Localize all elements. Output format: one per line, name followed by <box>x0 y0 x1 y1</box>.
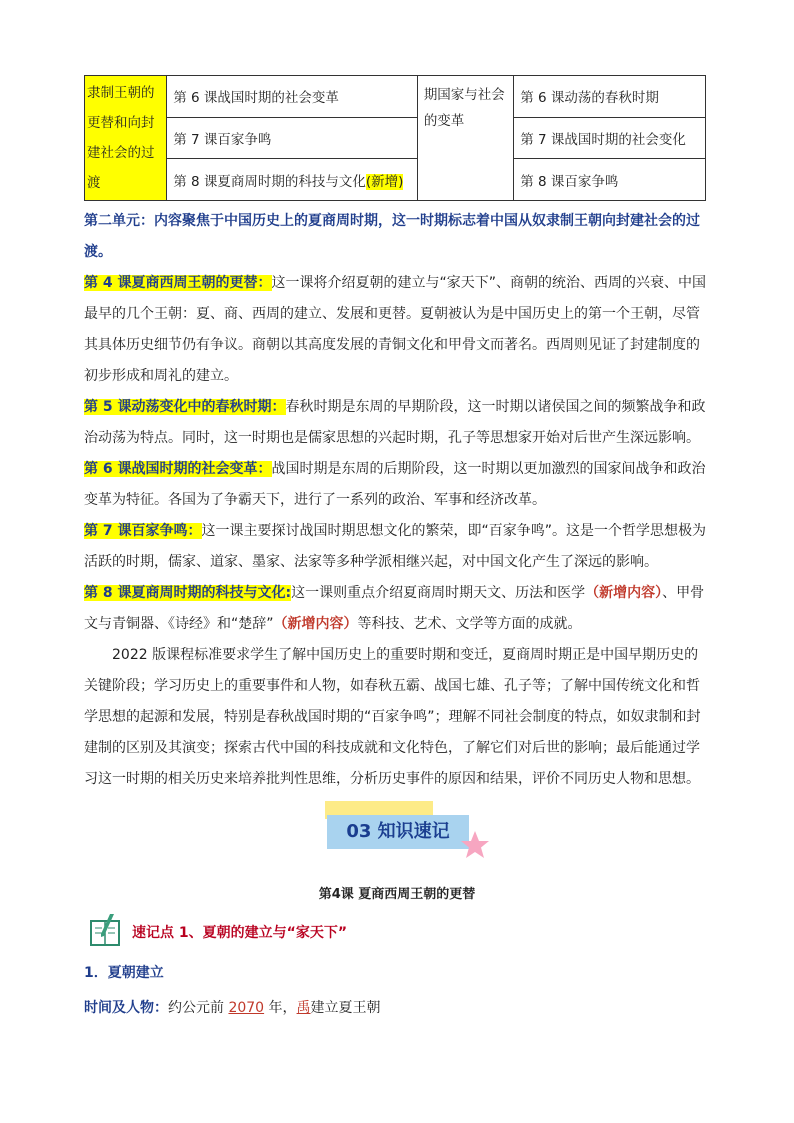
lesson5-text: 春秋时期是东周的早期阶段，这一时期以诸侯国之间的频繁战争和政治动荡为特点。同时，这一时期也是儒家思想的兴起时期，孔子等思想家开始对后世产生深远影响。 <box>84 399 706 446</box>
old-lesson-cell: 第 6 课动荡的春秋时期 <box>514 76 706 118</box>
unit-name-cell <box>85 76 167 201</box>
old-lesson-cell: 第 7 课战国时期的社会变化 <box>514 117 706 159</box>
lesson4-text: 这一课将介绍夏朝的建立与“家天下”、商朝的统治、西周的兴衰、中国最早的几个王朝：夏、商、西周的建立、发展和更替。夏朝被认为是中国历史上的第一个王朝，尽管其具体历史细节仍有争议。商朝以其高度发展的青铜文化和甲骨文而著名。西周则见证了封建制度的初步形成和周礼的建立。 <box>84 275 707 384</box>
lesson8-text-c: 等科技、艺术、文学等方面的成就。 <box>357 616 582 632</box>
fact-pre: 约公元前 <box>168 1000 229 1016</box>
fact-person: 禹 <box>296 1000 311 1016</box>
lesson5-key: 第 5 课动荡变化中的春秋时期： <box>84 399 286 415</box>
old-unit-cell: 期国家与社会的变革 <box>417 76 513 201</box>
lesson8-paragraph <box>84 578 712 640</box>
new-content-tag: （新增内容） <box>273 616 358 632</box>
lesson4-paragraph <box>84 268 712 392</box>
lesson4-key: 第 4 课夏商西周王朝的更替： <box>84 275 272 291</box>
lesson5-paragraph <box>84 392 712 454</box>
fact-mid: 年， <box>264 1000 297 1016</box>
new-lesson-cell: 第 6 课战国时期的社会变革 <box>167 76 418 118</box>
lesson8-key: 第 8 课夏商周时期的科技与文化: <box>84 585 292 601</box>
new-lesson-cell: 第 7 课百家争鸣 <box>167 117 418 159</box>
new-tag: (新增) <box>365 173 404 190</box>
curriculum-table <box>84 75 706 201</box>
new-lesson-cell <box>167 159 418 201</box>
lesson8-text-a: 这一课则重点介绍夏商周时期天文、历法和医学 <box>291 585 586 601</box>
fact-line <box>84 997 381 1017</box>
unit-name: 隶制王朝的更替和向封建社会的过渡 <box>85 76 166 200</box>
lesson6-key: 第 6 课战国时期的社会变革： <box>84 461 272 477</box>
star-icon <box>460 830 490 860</box>
fact-label: 时间及人物： <box>84 1000 168 1016</box>
lesson-title: 第4课 夏商西周王朝的更替 <box>318 887 476 902</box>
lesson7-text: 这一课主要探讨战国时期思想文化的繁荣，即“百家争鸣”。这是一个哲学思想极为活跃的时期，儒家、道家、墨家、法家等多种学派相继兴起，对中国文化产生了深远的影响。 <box>84 523 707 570</box>
old-lesson-cell: 第 8 课百家争鸣 <box>514 159 706 201</box>
new-lesson-text: 第 8 课夏商周时期的科技与文化 <box>173 173 366 190</box>
memory-point-title: 速记点 1、夏朝的建立与“家天下” <box>132 925 348 941</box>
fact-post: 建立夏王朝 <box>310 1000 381 1016</box>
lesson7-paragraph <box>84 516 712 578</box>
lesson6-paragraph <box>84 454 712 516</box>
lesson8-text-b: 、甲骨文与青铜器、《诗经》和“楚辞” <box>84 585 705 632</box>
lesson7-key: 第 7 课百家争鸣： <box>84 523 202 539</box>
subsection-title: 1．夏朝建立 <box>84 965 164 981</box>
section-banner: 03 知识速记 <box>327 815 469 849</box>
curriculum-standard-paragraph: 2022 版课程标准要求学生了解中国历史上的重要时期和变迁，夏商周时期正是中国早期历史的关键阶段；学习历史上的重要事件和人物，如春秋五霸、战国七雄、孔子等；了解中国传统文化和哲学思想的起源和发展，特别是春秋战国时期的“百家争鸣”；理解不同社会制度的特点，如奴隶制和封建制的区别及其演变；探索古代中国的科技成就和文化特色，了解它们对后世的影响；最后能通过学习这一时期的相关历史来培养批判性思维，分析历史事件的原因和结果，评价不同历史人物和思想。 <box>84 647 701 787</box>
unit2-summary: 第二单元：内容聚焦于中国历史上的夏商周时期，这一时期标志着中国从奴隶制王朝向封建社会的过渡。 <box>84 213 700 260</box>
book-pen-icon <box>88 912 126 948</box>
new-content-tag: （新增内容） <box>585 585 663 601</box>
lesson6-text: 战国时期是东周的后期阶段，这一时期以更加激烈的国家间战争和政治变革为特征。各国为了争霸天下，进行了一系列的政治、军事和经济改革。 <box>84 461 706 508</box>
fact-year: 2070 <box>228 1000 265 1016</box>
